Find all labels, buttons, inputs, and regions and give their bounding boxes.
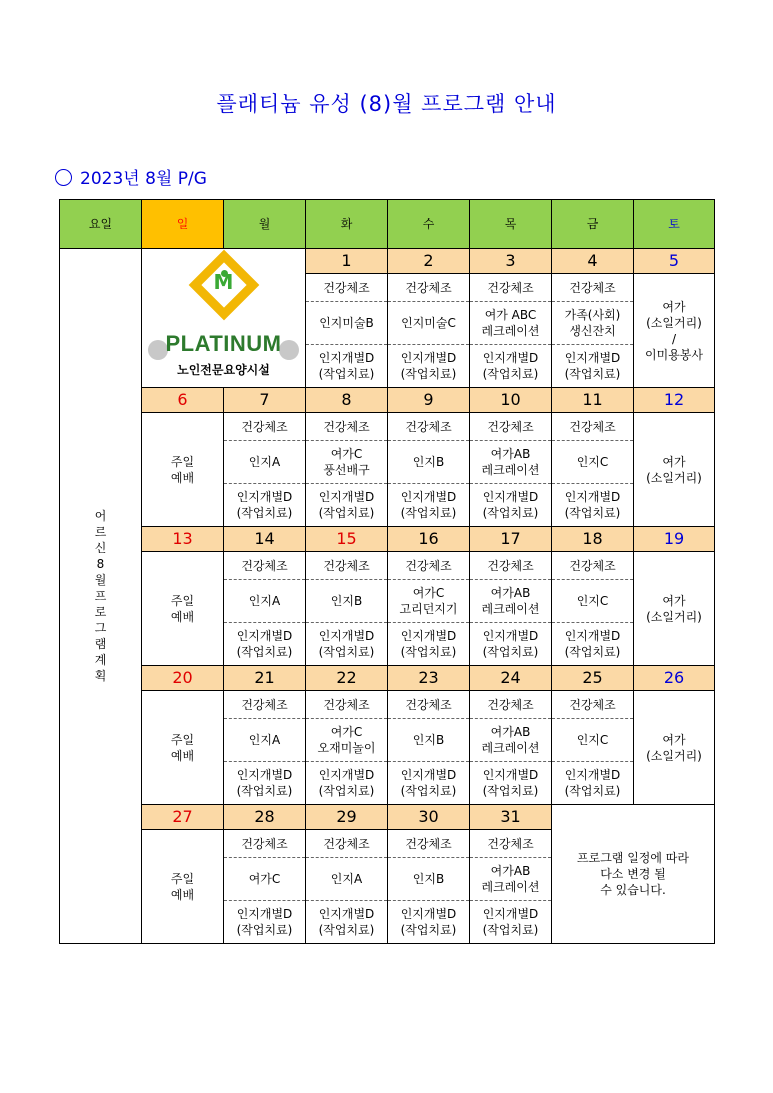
program-cell: 건강체조 인지미술C 인지개별D (작업치료) [388, 274, 470, 388]
header-friday: 금 [552, 200, 634, 249]
program-cell: 건강체조 여가C 풍선배구 인지개별D (작업치료) [306, 413, 388, 527]
logo-name: PLATINUM [165, 330, 282, 356]
date-cell: 28 [224, 805, 306, 830]
program-cell: 건강체조 여가AB 레크레이션 인지개별D (작업치료) [470, 691, 552, 805]
page-title: 플래티늄 유성 (8)월 프로그램 안내 [216, 92, 557, 116]
date-cell-sunday: 20 [142, 666, 224, 691]
program-cell: 건강체조 인지A 인지개별D (작업치료) [224, 691, 306, 805]
program-cell: 건강체조 인지A 인지개별D (작업치료) [224, 552, 306, 666]
program-cell: 건강체조 인지B 인지개별D (작업치료) [388, 830, 470, 944]
day-label-header: 요일 [60, 200, 142, 249]
saturday-cell: 여가 (소일거리) / 이미용봉사 [634, 274, 715, 388]
sunday-worship-cell: 주일 예배 [142, 830, 224, 944]
side-label: 어 르 신 8 월 프 로 그 램 계 획 [60, 249, 142, 944]
date-cell: 21 [224, 666, 306, 691]
program-cell: 건강체조 가족(사회) 생신잔치 인지개별D (작업치료) [552, 274, 634, 388]
date-cell: 8 [306, 388, 388, 413]
week4-program-row [60, 691, 715, 805]
date-cell: 4 [552, 249, 634, 274]
header-saturday: 토 [634, 200, 715, 249]
week2-date-row [60, 388, 715, 413]
date-cell: 17 [470, 527, 552, 552]
date-cell: 1 [306, 249, 388, 274]
week1-date-row [60, 249, 715, 274]
program-cell: 건강체조 여가AB 레크레이션 인지개별D (작업치료) [470, 552, 552, 666]
date-cell: 16 [388, 527, 470, 552]
logo-m-icon: M [213, 269, 234, 294]
header-sunday: 일 [142, 200, 224, 249]
schedule-note: 프로그램 일정에 따라 다소 변경 될 수 있습니다. [552, 805, 715, 944]
date-cell: 14 [224, 527, 306, 552]
date-cell-sunday: 13 [142, 527, 224, 552]
week5-date-row [60, 805, 715, 830]
week2-program-row [60, 413, 715, 527]
program-cell: 건강체조 여가C 인지개별D (작업치료) [224, 830, 306, 944]
date-cell-holiday: 15 [306, 527, 388, 552]
program-cell: 건강체조 인지B 인지개별D (작업치료) [388, 691, 470, 805]
program-cell: 건강체조 인지C 인지개별D (작업치료) [552, 552, 634, 666]
date-cell: 11 [552, 388, 634, 413]
date-cell: 22 [306, 666, 388, 691]
program-cell: 건강체조 인지A 인지개별D (작업치료) [306, 830, 388, 944]
program-cell: 건강체조 여가C 고리던지기 인지개별D (작업치료) [388, 552, 470, 666]
header-tuesday: 화 [306, 200, 388, 249]
date-cell-sunday: 6 [142, 388, 224, 413]
program-cell: 건강체조 인지미술B 인지개별D (작업치료) [306, 274, 388, 388]
date-cell: 31 [470, 805, 552, 830]
date-cell: 30 [388, 805, 470, 830]
section-subtitle [55, 164, 207, 189]
program-cell: 건강체조 인지A 인지개별D (작업치료) [224, 413, 306, 527]
header-thursday: 목 [470, 200, 552, 249]
date-cell: 9 [388, 388, 470, 413]
program-cell: 건강체조 인지B 인지개별D (작업치료) [388, 413, 470, 527]
sunday-worship-cell: 주일 예배 [142, 413, 224, 527]
date-cell: 25 [552, 666, 634, 691]
saturday-cell: 여가 (소일거리) [634, 413, 715, 527]
date-cell: 24 [470, 666, 552, 691]
date-cell: 29 [306, 805, 388, 830]
saturday-cell: 여가 (소일거리) [634, 552, 715, 666]
program-calendar [59, 199, 715, 944]
program-cell: 건강체조 인지C 인지개별D (작업치료) [552, 413, 634, 527]
circle-bullet-icon [55, 169, 72, 186]
logo-subtitle: 노인전문요양시설 [177, 362, 270, 377]
program-cell: 건강체조 여가 ABC 레크레이션 인지개별D (작업치료) [470, 274, 552, 388]
subtitle-text: 2023년 8월 P/G [80, 169, 207, 189]
date-cell: 10 [470, 388, 552, 413]
header-wednesday: 수 [388, 200, 470, 249]
date-cell: 23 [388, 666, 470, 691]
program-cell: 건강체조 인지C 인지개별D (작업치료) [552, 691, 634, 805]
header-row [60, 200, 715, 249]
week3-date-row [60, 527, 715, 552]
date-cell: 18 [552, 527, 634, 552]
program-cell: 건강체조 여가AB 레크레이션 인지개별D (작업치료) [470, 830, 552, 944]
date-cell: 7 [224, 388, 306, 413]
date-cell-saturday: 19 [634, 527, 715, 552]
saturday-cell: 여가 (소일거리) [634, 691, 715, 805]
date-cell-saturday: 5 [634, 249, 715, 274]
date-cell: 3 [470, 249, 552, 274]
program-cell: 건강체조 인지B 인지개별D (작업치료) [306, 552, 388, 666]
header-monday: 월 [224, 200, 306, 249]
week4-date-row [60, 666, 715, 691]
program-cell: 건강체조 여가AB 레크레이션 인지개별D (작업치료) [470, 413, 552, 527]
date-cell-saturday: 26 [634, 666, 715, 691]
date-cell-sunday: 27 [142, 805, 224, 830]
sunday-worship-cell: 주일 예배 [142, 691, 224, 805]
sunday-worship-cell: 주일 예배 [142, 552, 224, 666]
date-cell: 2 [388, 249, 470, 274]
week3-program-row [60, 552, 715, 666]
program-cell: 건강체조 여가C 오재미놀이 인지개별D (작업치료) [306, 691, 388, 805]
logo-area [142, 249, 306, 388]
date-cell-saturday: 12 [634, 388, 715, 413]
